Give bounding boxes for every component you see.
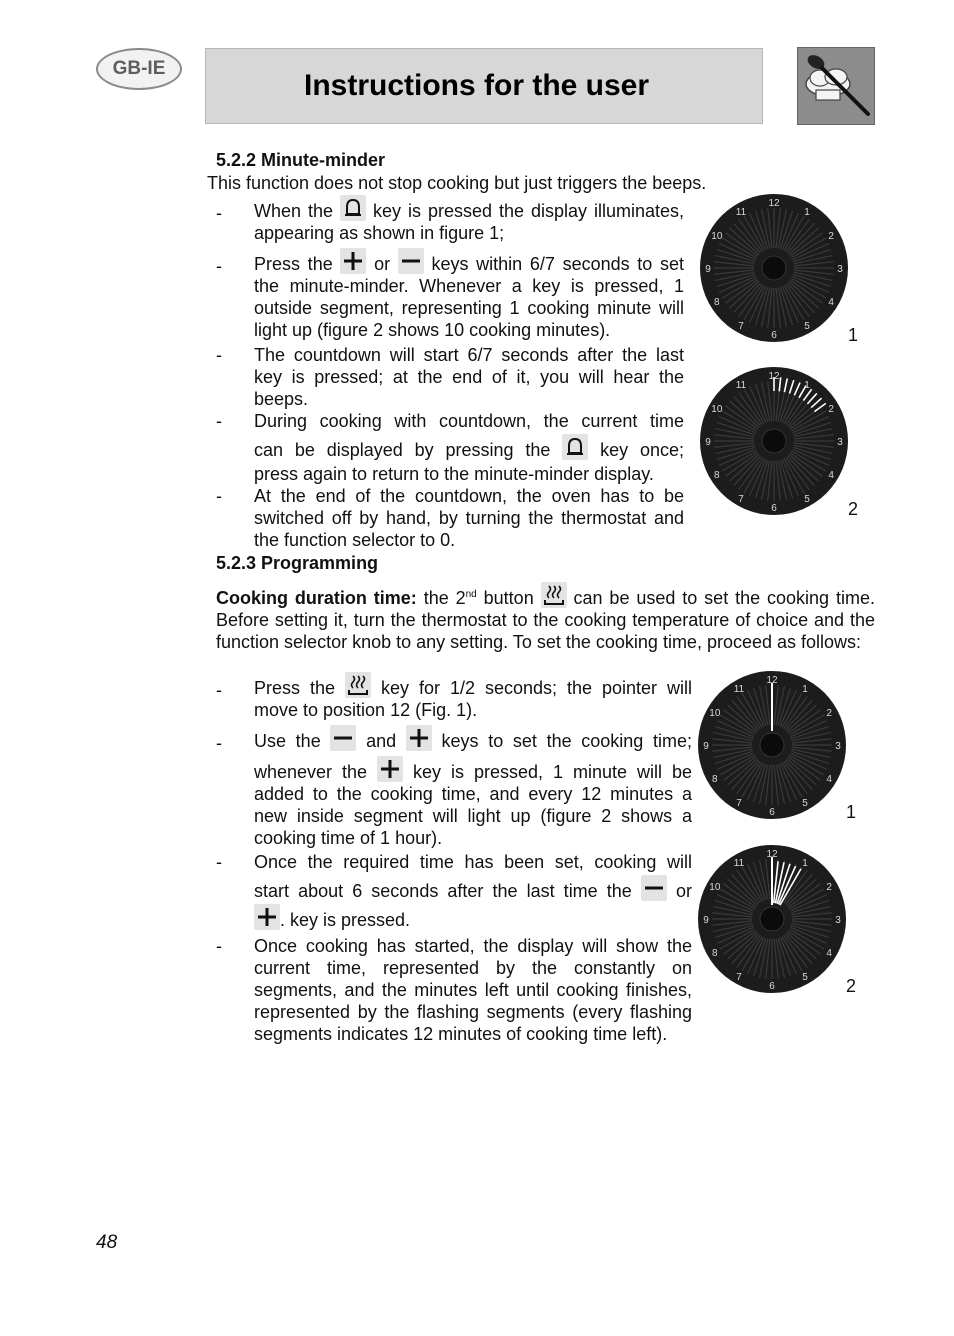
section-heading-programming: 5.2.3 Programming xyxy=(216,553,379,573)
bullet-dash: - xyxy=(216,411,222,431)
dial-number: 5 xyxy=(804,321,810,333)
bell-icon xyxy=(340,195,366,221)
minute-minder-bullet-4c: press again to return to the minute-minder display. xyxy=(254,464,654,484)
dial-hub xyxy=(762,429,786,453)
programming-bullet-3a: Once the required time has been set, cooking will xyxy=(254,852,692,872)
dial-number: 5 xyxy=(802,798,808,810)
bullet-dash: - xyxy=(216,936,222,956)
clock-display-figure xyxy=(698,192,850,344)
dial-number: 3 xyxy=(837,437,843,448)
dial-number: 7 xyxy=(736,972,742,984)
dial-number: 5 xyxy=(802,972,808,984)
clock-display-figure xyxy=(696,669,848,821)
bullet-dash: - xyxy=(216,203,222,223)
minute-minder-bullet-4b: can be displayed by pressing the key once; xyxy=(254,434,684,461)
dial-number: 2 xyxy=(826,882,832,893)
page-title-banner xyxy=(205,48,763,124)
page-title: Instructions for the user xyxy=(304,69,650,102)
dial-number: 11 xyxy=(733,857,745,869)
section-heading-minute-minder: 5.2.2 Minute-minder xyxy=(216,150,386,170)
dial-number: 12 xyxy=(768,198,780,209)
bell-icon xyxy=(562,434,588,460)
clock-display-figure xyxy=(698,365,850,517)
dial-number: 1 xyxy=(802,683,808,695)
page-number: 48 xyxy=(96,1232,118,1253)
plus-icon xyxy=(406,725,432,751)
dial-number: 10 xyxy=(711,231,723,242)
cooking-duration-icon xyxy=(345,672,371,698)
dial-number: 2 xyxy=(828,231,834,242)
dial-number: 3 xyxy=(835,915,841,926)
minute-minder-bullet-5: At the end of the countdown, the oven has to be switched off by hand, by turning the thermostat and the function selector to 0. xyxy=(254,486,684,550)
cooking-duration-icon xyxy=(541,582,567,608)
programming-bullet-2b: whenever the key is pressed, 1 minute will be added to the cooking time, and every 12 minutes a new inside segment will light up (figure 2 shows a cooking time of 1 hour). xyxy=(254,756,692,849)
dial-number: 3 xyxy=(837,264,843,275)
dial-number: 6 xyxy=(771,330,777,341)
dial-number: 9 xyxy=(703,741,709,752)
figure-label: 1 xyxy=(848,325,859,345)
dial-hub xyxy=(760,907,784,931)
programming-bullet-3b: start about 6 seconds after the last time the or xyxy=(254,875,692,902)
dial-number: 4 xyxy=(826,948,832,959)
region-badge: GB-IE xyxy=(96,48,182,90)
figure-label: 1 xyxy=(846,802,857,822)
dial-number: 7 xyxy=(738,321,744,333)
dial-number: 10 xyxy=(709,708,721,719)
minute-minder-bullet-1: When the key is pressed the display illuminates, appearing as shown in figure 1; xyxy=(254,195,684,244)
bullet-dash: - xyxy=(216,680,222,700)
figure-label: 2 xyxy=(846,976,857,996)
plus-icon xyxy=(254,904,280,930)
dial-number: 6 xyxy=(771,503,777,514)
dial-number: 9 xyxy=(705,264,711,275)
dial-number: 12 xyxy=(766,675,778,686)
dial-number: 9 xyxy=(705,437,711,448)
minus-icon xyxy=(330,725,356,751)
dial-number: 12 xyxy=(768,371,780,382)
dial-number: 4 xyxy=(828,297,834,308)
minus-icon xyxy=(641,875,667,901)
minute-minder-intro: This function does not stop cooking but just triggers the beeps. xyxy=(207,173,707,193)
dial-number: 11 xyxy=(735,206,747,218)
programming-lead: Cooking duration time: the 2nd button can be used to set the cooking time. Before setting it, turn the thermostat to the cooking temperature of choice and the function selector knob to any setting. To set the cooking time, proceed as follows: xyxy=(216,582,875,653)
dial-number: 7 xyxy=(738,494,744,506)
dial-hub xyxy=(762,256,786,280)
plus-icon xyxy=(377,756,403,782)
figure-label: 2 xyxy=(848,499,859,519)
dial-number: 9 xyxy=(703,915,709,926)
dial-number: 6 xyxy=(769,981,775,992)
dial-number: 7 xyxy=(736,798,742,810)
dial-number: 8 xyxy=(712,774,718,785)
dial-number: 8 xyxy=(714,470,720,481)
dial-number: 3 xyxy=(835,741,841,752)
bullet-dash: - xyxy=(216,733,222,753)
minus-icon xyxy=(398,248,424,274)
programming-bullet-3c: . key is pressed. xyxy=(254,904,692,931)
dial-number: 8 xyxy=(714,297,720,308)
minute-minder-bullet-4a: During cooking with countdown, the current time xyxy=(254,411,684,431)
dial-number: 4 xyxy=(828,470,834,481)
dial-number: 11 xyxy=(733,683,745,695)
bullet-dash: - xyxy=(216,345,222,365)
dial-number: 10 xyxy=(709,882,721,893)
dial-number: 1 xyxy=(804,206,810,218)
dial-number: 5 xyxy=(804,494,810,506)
dial-number: 1 xyxy=(802,857,808,869)
programming-bullet-2a: Use the and keys to set the cooking time; xyxy=(254,725,692,752)
chef-hat-spoon-icon xyxy=(797,47,875,125)
dial-number: 2 xyxy=(826,708,832,719)
dial-number: 6 xyxy=(769,807,775,818)
programming-bullet-4: Once cooking has started, the display will show the current time, represented by the constantly on segments, and the minutes left until cooking finishes, represented by the flashing segments (every flashing segments indicates 12 minutes of cooking time left). xyxy=(254,936,692,1044)
dial-number: 8 xyxy=(712,948,718,959)
dial-number: 2 xyxy=(828,404,834,415)
dial-number: 12 xyxy=(766,849,778,860)
minute-minder-bullet-3: The countdown will start 6/7 seconds after the last key is pressed; at the end of it, you will hear the beeps. xyxy=(254,345,684,409)
dial-number: 1 xyxy=(804,379,810,391)
bullet-dash: - xyxy=(216,256,222,276)
bullet-dash: - xyxy=(216,852,222,872)
minute-minder-bullet-2: Press the or keys within 6/7 seconds to set the minute-minder. Whenever a key is pressed, 1 outside segment, representing 1 cooking minute will light up (figure 2 shows 10 cooking minutes). xyxy=(254,248,684,341)
dial-number: 10 xyxy=(711,404,723,415)
dial-number: 4 xyxy=(826,774,832,785)
bullet-dash: - xyxy=(216,486,222,506)
plus-icon xyxy=(340,248,366,274)
dial-number: 11 xyxy=(735,379,747,391)
clock-display-figure xyxy=(696,843,848,995)
programming-bullet-1: Press the key for 1/2 seconds; the pointer will move to position 12 (Fig. 1). xyxy=(254,672,692,721)
dial-hub xyxy=(760,733,784,757)
